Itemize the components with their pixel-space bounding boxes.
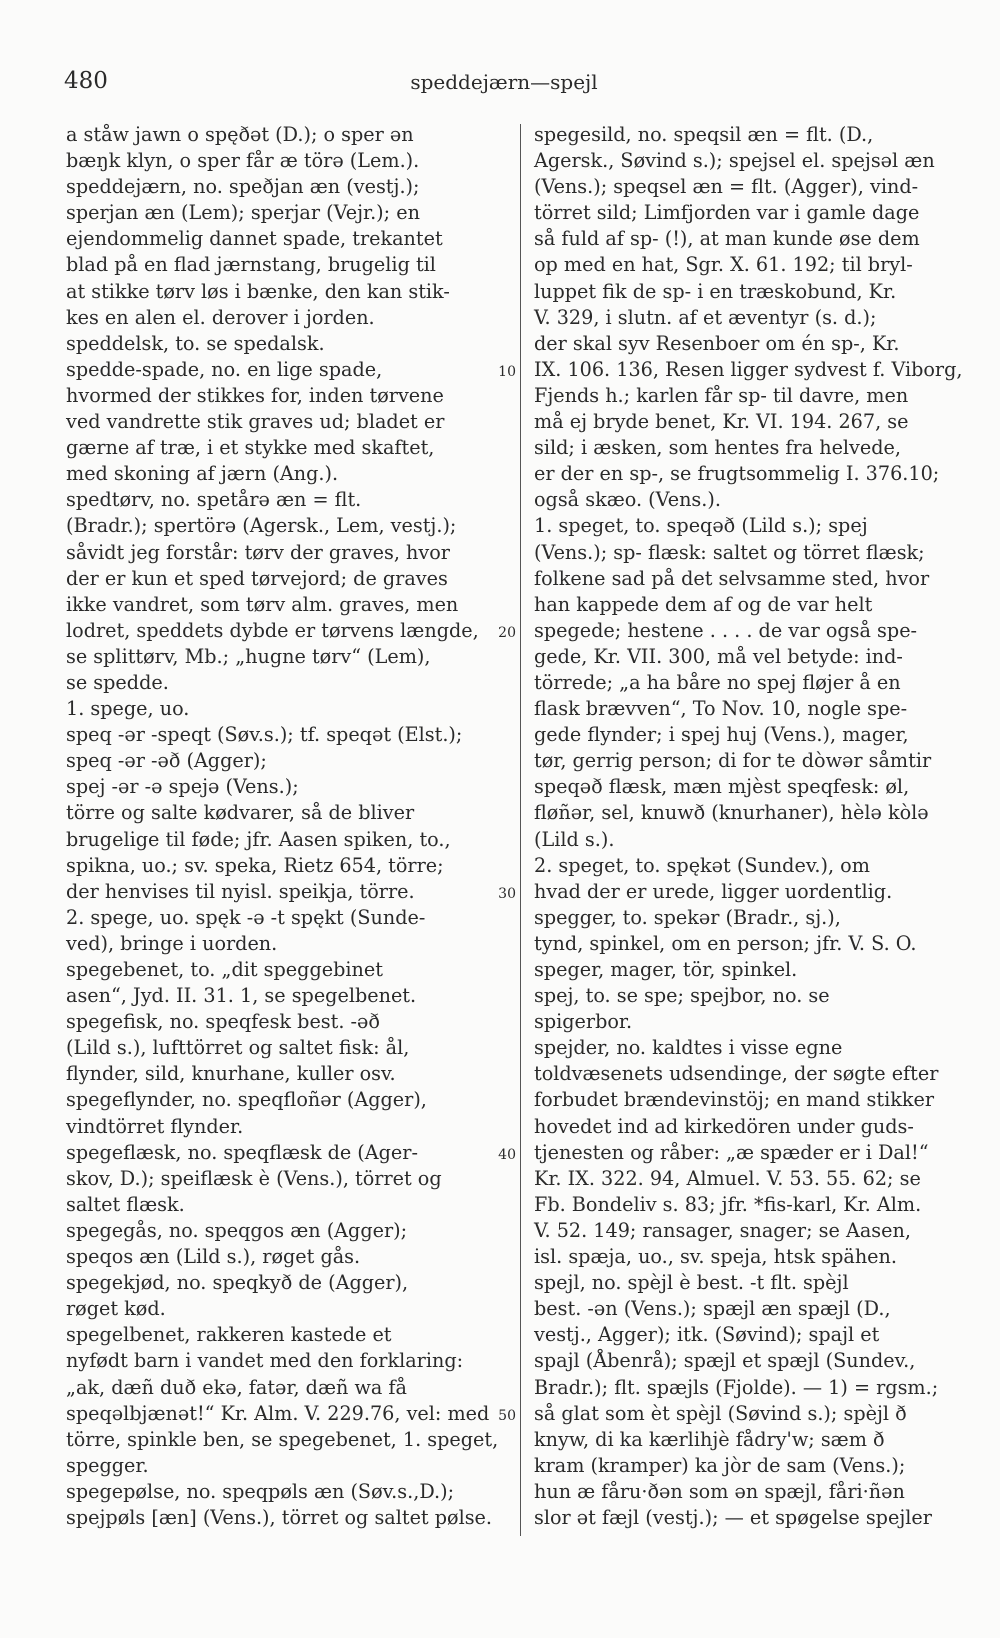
right-column-line: også skæo. (Vens.).: [534, 488, 721, 512]
left-column-line: spegepølse, no. speqpøls æn (Søv.s.,D.);: [66, 1479, 455, 1503]
right-column-line: gede flynder; i spej huj (Vens.), mager,: [534, 723, 909, 747]
right-column-line: best. -ən (Vens.); spæjl æn spæjl (D.,: [534, 1297, 891, 1321]
left-column: [66, 122, 506, 1531]
line-number: 40: [498, 1146, 516, 1163]
right-column-line: gede, Kr. VII. 300, må vel betyde: ind-: [534, 644, 903, 668]
left-column-line: speddejærn, no. speðjan æn (vestj.);: [66, 175, 420, 199]
left-column-line: spej -ər -ə spejə (Vens.);: [66, 775, 299, 799]
page-header: [64, 68, 944, 108]
left-column-line: kes en alen el. derover i jorden.: [66, 305, 375, 329]
right-column-line: spej, to. se spe; spejbor, no. se: [534, 984, 830, 1008]
right-column-line: törrede; „a ha båre no spej fløjer å en: [534, 670, 901, 694]
right-column-line: folkene sad på det selvsamme sted, hvor: [534, 566, 930, 590]
right-column-line: V. 329, i slutn. af et æventyr (s. d.);: [534, 305, 877, 329]
right-column-line: IX. 106. 136, Resen ligger sydvest f. Viborg,: [534, 357, 963, 381]
left-column-line: asen“, Jyd. II. 31. 1, se spegelbenet.: [66, 984, 417, 1008]
left-column-line: 2. spege, uo. spęk -ə -t spękt (Sunde-: [66, 905, 426, 929]
left-column-line: speqos æn (Lild s.), røget gås.: [66, 1245, 361, 1269]
left-column-line: der henvises til nyisl. speikja, törre.: [66, 879, 415, 903]
right-column-line: spejl, no. spèjl è best. -t flt. spèjl: [534, 1271, 849, 1295]
left-column-line: speq -ər -speqt (Søv.s.); tf. speqət (Elst.);: [66, 723, 463, 747]
left-column-line: „ak, dæñ duð ekə, fatər, dæñ wa få: [66, 1375, 407, 1399]
line-number: 30: [498, 885, 516, 902]
right-column-line: spejder, no. kaldtes i visse egne: [534, 1036, 843, 1060]
left-column-line: flynder, sild, knurhane, kuller osv.: [66, 1062, 396, 1086]
line-number: 50: [498, 1407, 516, 1424]
left-column-line: med skoning af jærn (Ang.).: [66, 462, 339, 486]
left-column-line: nyfødt barn i vandet med den forklaring:: [66, 1349, 464, 1373]
right-column-line: 1. speget, to. speqəð (Lild s.); spej: [534, 514, 868, 538]
right-column-line: Kr. IX. 322. 94, Almuel. V. 53. 55. 62; se: [534, 1166, 921, 1190]
right-column-line: spajl (Åbenrå); spæjl et spæjl (Sundev.,: [534, 1349, 916, 1373]
right-column-line: spegede; hestene . . . . de var også spe-: [534, 618, 918, 642]
left-column-line: spegebenet, to. „dit speggebinet: [66, 958, 383, 981]
left-column-line: ved), bringe i uorden.: [66, 931, 278, 955]
running-title: speddejærn—spejl: [410, 70, 598, 94]
left-column-line: spedde-spade, no. en lige spade,: [66, 357, 383, 381]
left-column-line: spegefisk, no. speqfesk best. -əð: [66, 1010, 380, 1034]
right-column-line: kram (kramper) ka jòr de sam (Vens.);: [534, 1453, 906, 1477]
right-column-line: Fjends h.; karlen får sp- til davre, men: [534, 383, 909, 407]
left-column-line: spikna, uo.; sv. speka, Rietz 654, törre;: [66, 853, 444, 877]
right-column-line: flask brævven“, To Nov. 10, nogle spe-: [534, 697, 908, 721]
right-column-line: speqəð flæsk, mæn mjèst speqfesk: øl,: [534, 775, 910, 799]
left-column-line: skov, D.); speiflæsk è (Vens.), törret og: [66, 1166, 442, 1190]
left-column-line: ikke vandret, som tørv alm. graves, men: [66, 592, 459, 616]
line-number: 20: [498, 624, 516, 641]
right-column-line: han kappede dem af og de var helt: [534, 592, 873, 616]
left-column-line: se spedde.: [66, 670, 169, 694]
left-column-line: vindtörret flynder.: [66, 1114, 244, 1138]
right-column-line: tør, gerrig person; di for te dòwər såmtir: [534, 749, 932, 773]
left-column-line: speq -ər -əð (Agger);: [66, 749, 267, 773]
left-column-line: bæŋk klyn, o sper får æ törə (Lem.).: [66, 149, 420, 173]
right-column-line: vestj., Agger); itk. (Søvind); spajl et: [534, 1323, 880, 1347]
left-column-line: ved vandrette stik graves ud; bladet er: [66, 410, 445, 434]
left-column-line: se splittørv, Mb.; „hugne tørv“ (Lem),: [66, 644, 431, 668]
line-number: 10: [498, 363, 516, 380]
left-column-line: at stikke tørv løs i bænke, den kan stik-: [66, 279, 450, 303]
left-column-line: spegeflynder, no. speqfloñər (Agger),: [66, 1088, 427, 1112]
right-column-line: hovedet ind ad kirkedören under guds-: [534, 1114, 914, 1138]
right-column-line: forbudet brændevinstöj; en mand stikker: [534, 1088, 935, 1112]
left-column-line: spegekjød, no. speqkyð de (Agger),: [66, 1271, 409, 1295]
left-column-line: (Bradr.); spertörə (Agersk., Lem, vestj.);: [66, 514, 457, 538]
right-column-line: (Vens.); sp- flæsk: saltet og törret flæsk;: [534, 540, 925, 564]
right-column-line: 2. speget, to. spękət (Sundev.), om: [534, 853, 870, 877]
right-column-line: knyw, di ka kærlihjè fådry'w; sæm ð: [534, 1427, 885, 1451]
right-column-line: spigerbor.: [534, 1010, 633, 1034]
left-column-line: sperjan æn (Lem); sperjar (Vejr.); en: [66, 201, 420, 225]
right-column-line: tjenesten og råber: „æ spæder er i Dal!“: [534, 1140, 929, 1164]
left-column-line: saltet flæsk.: [66, 1192, 185, 1216]
right-column-line: så fuld af sp- (!), at man kunde øse dem: [534, 227, 920, 251]
right-column-line: tynd, spinkel, om en person; jfr. V. S. O.: [534, 931, 917, 955]
left-column-line: lodret, speddets dybde er tørvens længde,: [66, 618, 479, 642]
right-column: [534, 122, 964, 1531]
left-column-line: törre, spinkle ben, se spegebenet, 1. speget,: [66, 1427, 499, 1451]
left-column-line: speddelsk, to. se spedalsk.: [66, 331, 325, 355]
left-column-line: spedtørv, no. spetårə æn = flt.: [66, 488, 362, 512]
right-column-line: Bradr.); flt. spæjls (Fjolde). — 1) = rgsm.;: [534, 1375, 939, 1399]
right-column-line: (Vens.); speqsel æn = flt. (Agger), vind-: [534, 175, 919, 199]
left-column-line: brugelige til føde; jfr. Aasen spiken, to.,: [66, 827, 451, 851]
page-number: 480: [64, 68, 108, 94]
left-column-line: der er kun et sped tørvejord; de graves: [66, 566, 448, 590]
right-column-line: så glat som èt spèjl (Søvind s.); spèjl ð: [534, 1401, 907, 1425]
right-column-line: må ej bryde benet, Kr. VI. 194. 267, se: [534, 410, 909, 434]
right-column-line: slor ət fæjl (vestj.); — et spøgelse spejler: [534, 1505, 932, 1529]
right-column-line: Agersk., Søvind s.); spejsel el. spejsəl æn: [534, 149, 935, 173]
right-column-line: spegger, to. spekər (Bradr., sj.),: [534, 905, 841, 929]
right-column-line: er der en sp-, se frugtsommelig I. 376.10;: [534, 462, 940, 486]
right-column-line: isl. spæja, uo., sv. speja, htsk spähen.: [534, 1245, 897, 1269]
left-column-line: hvormed der stikkes for, inden tørvene: [66, 383, 444, 407]
right-column-line: toldvæsenets udsendinge, der søgte efter: [534, 1062, 939, 1086]
left-column-line: ejendommelig dannet spade, trekantet: [66, 227, 443, 251]
left-column-line: spegeflæsk, no. speqflæsk de (Ager-: [66, 1140, 418, 1164]
right-column-line: luppet fik de sp- i en træskobund, Kr.: [534, 279, 897, 303]
left-column-line: speqəlbjænət!“ Kr. Alm. V. 229.76, vel: med: [66, 1401, 490, 1425]
right-column-line: fløñər, sel, knuwð (knurhaner), hèlə kòlə: [534, 801, 929, 825]
left-column-line: a ståw jawn o spęðət (D.); o sper ən: [66, 123, 414, 146]
left-column-line: såvidt jeg forstår: tørv der graves, hvor: [66, 540, 450, 564]
left-column-line: røget kød.: [66, 1297, 166, 1321]
left-column-line: spegegås, no. speqgos æn (Agger);: [66, 1218, 408, 1242]
right-column-line: op med en hat, Sgr. X. 61. 192; til bryl-: [534, 253, 913, 277]
right-column-line: törret sild; Limfjorden var i gamle dage: [534, 201, 920, 225]
right-column-line: V. 52. 149; ransager, snager; se Aasen,: [534, 1218, 911, 1242]
right-column-line: Fb. Bondeliv s. 83; jfr. *fis-karl, Kr. Alm.: [534, 1192, 922, 1216]
left-column-line: spegelbenet, rakkeren kastede et: [66, 1323, 392, 1347]
left-column-line: spejpøls [æn] (Vens.), törret og saltet pølse.: [66, 1505, 493, 1529]
right-column-line: hun æ fåru·ðən som ən spæjl, fåri·ñən: [534, 1479, 905, 1503]
right-column-line: spegesild, no. speqsil æn = flt. (D.,: [534, 123, 874, 146]
left-column-line: törre og salte kødvarer, så de bliver: [66, 801, 415, 825]
right-column-line: (Lild s.).: [534, 827, 615, 851]
right-column-line: sild; i æsken, som hentes fra helvede,: [534, 436, 901, 460]
left-column-line: spegger.: [66, 1453, 149, 1477]
left-column-line: (Lild s.), lufttörret og saltet fisk: ål,: [66, 1036, 410, 1060]
left-column-line: blad på en flad jærnstang, brugelig til: [66, 253, 436, 277]
left-column-line: gærne af træ, i et stykke med skaftet,: [66, 436, 435, 460]
right-column-line: der skal syv Resenboer om én sp-, Kr.: [534, 331, 900, 355]
right-column-line: hvad der er urede, ligger uordentlig.: [534, 879, 893, 903]
column-divider: [520, 124, 521, 1536]
right-column-line: speger, mager, tör, spinkel.: [534, 958, 798, 981]
left-column-line: 1. spege, uo.: [66, 697, 190, 721]
